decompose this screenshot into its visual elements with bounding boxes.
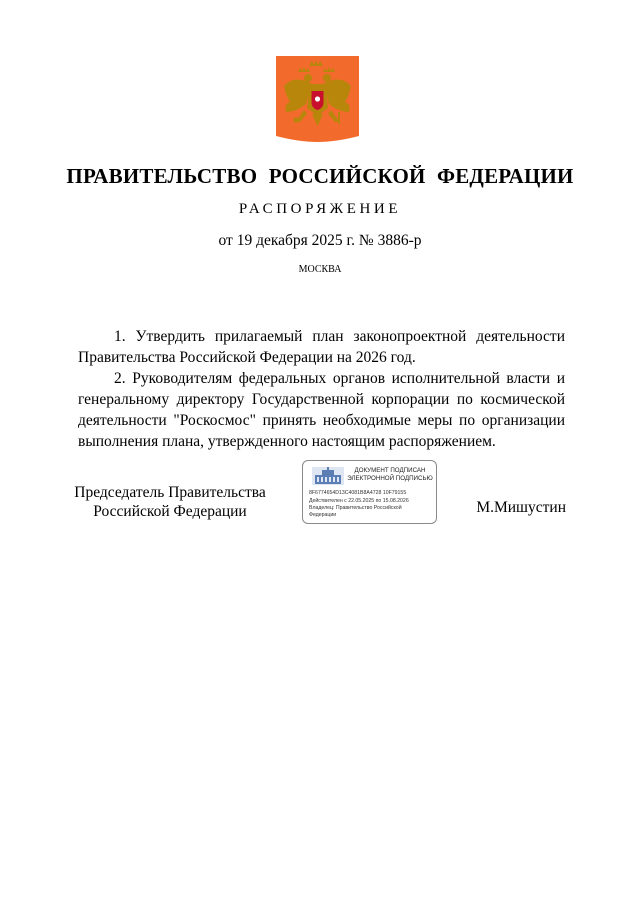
signer-position-line-2: Российской Федерации [93,503,247,520]
signer-name: М.Мишустин [476,499,566,516]
stamp-validity: Действителен с 22.05.2025 по 15.08.2026 [309,498,409,504]
document-body [78,326,565,452]
signer-position [70,483,270,521]
stamp-heading-line-2: ЭЛЕКТРОННОЙ ПОДПИСЬЮ [347,475,433,482]
electronic-signature-stamp [302,460,437,524]
document-type: РАСПОРЯЖЕНИЕ [238,201,402,217]
paragraph-2: 2. Руководителям федеральных органов исполнительной власти и генеральному директору Государственной корпорации по космической деятельности "Роскосмос" принять необходимые меры по организации выполнения плана, утвержденного настоящим распоряжением. [78,370,565,450]
stamp-owner-line-1: Владелец: Правительство Российской [309,505,402,511]
paragraph-1: 1. Утвердить прилагаемый план законопроектной деятельности Правительства Российской Федерации на 2026 год. [78,328,565,366]
stamp-owner-line-2: Федерации [309,512,337,518]
stamp-heading-line-1: ДОКУМЕНТ ПОДПИСАН [354,467,426,474]
stamp-certificate: 8F6774654D13C4081B8A4728 10F79155 [309,490,407,496]
signer-position-line-1: Председатель Правительства [74,484,266,501]
stamp-heading [343,467,437,483]
government-title: ПРАВИТЕЛЬСТВО РОССИЙСКОЙ ФЕДЕРАЦИИ [66,164,574,188]
coat-of-arms-icon [276,56,359,142]
government-building-icon [312,467,344,485]
document-city: МОСКВА [298,264,342,275]
document-date-number: от 19 декабря 2025 г. № 3886-р [218,232,422,249]
